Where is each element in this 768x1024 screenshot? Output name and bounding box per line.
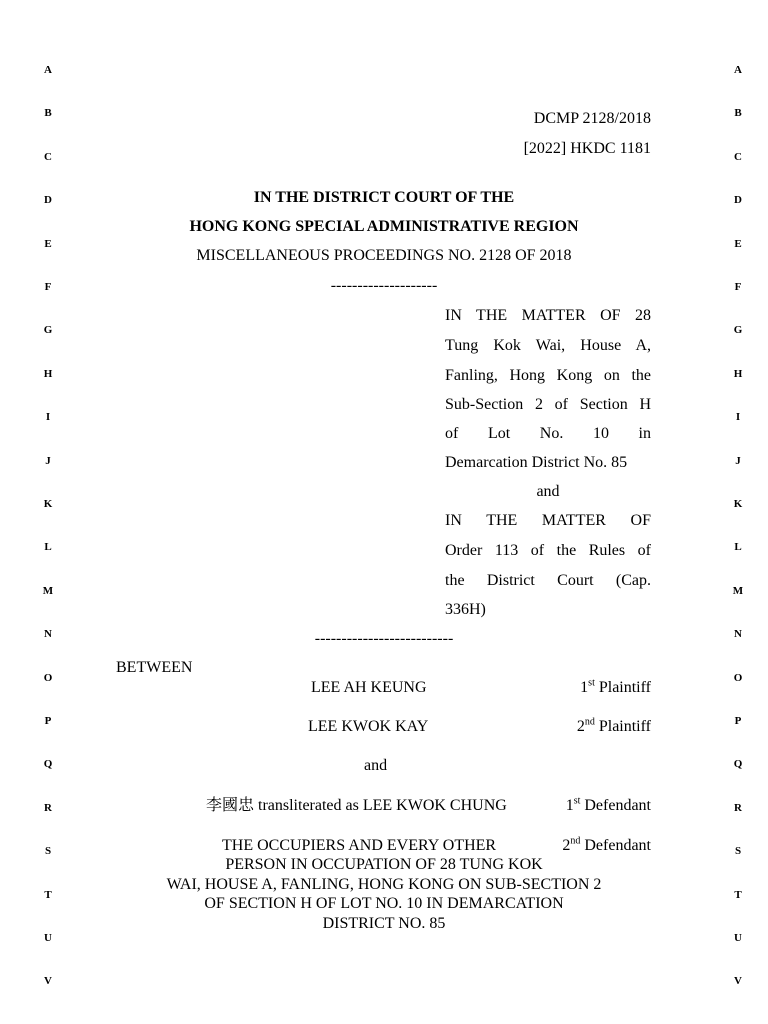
margin-letter: D: [44, 194, 52, 207]
margin-letter: G: [733, 324, 743, 337]
margin-letter: S: [44, 845, 52, 858]
margin-letter: C: [734, 150, 742, 163]
defendant2-name-line: DISTRICT NO. 85: [322, 915, 446, 932]
margin-letter: C: [44, 150, 52, 163]
defendant1-role: 1st Defendant: [565, 795, 651, 814]
margin-letter: E: [734, 237, 742, 250]
matter-line: of Lot No. 10 in: [445, 425, 651, 442]
margin-letter: A: [44, 64, 52, 76]
margin-letter: V: [44, 975, 52, 988]
matter-line: the District Court (Cap.: [445, 572, 651, 589]
margin-letter: A: [734, 64, 742, 76]
margin-letter: O: [43, 671, 53, 684]
matter-line: Demarcation District No. 85: [445, 454, 628, 471]
margin-letter: V: [734, 975, 742, 988]
margin-letter: N: [44, 628, 52, 641]
matter-line: IN THE MATTER OF 28: [445, 307, 651, 324]
margin-letter: F: [734, 281, 742, 293]
margin-letter: O: [733, 671, 743, 684]
margin-letter: S: [734, 845, 742, 858]
margin-letter: U: [44, 932, 52, 944]
separator-rule-1: --------------------: [330, 277, 438, 294]
margin-letter: H: [733, 367, 743, 380]
defendant1-name: 李國忠 transliterated as LEE KWOK CHUNG: [206, 797, 507, 814]
margin-letter: D: [734, 194, 742, 207]
margin-letter: R: [44, 801, 52, 814]
between-label: BETWEEN: [116, 659, 193, 676]
plaintiff1-name: LEE AH KEUNG: [311, 679, 427, 696]
margin-letter: G: [43, 324, 53, 337]
margin-letter: L: [44, 541, 52, 554]
defendant2-name-line: THE OCCUPIERS AND EVERY OTHER: [222, 837, 497, 854]
margin-letter: J: [735, 454, 741, 467]
margin-letter: K: [733, 498, 743, 510]
plaintiff2-name: LEE KWOK KAY: [308, 718, 429, 735]
margin-letter: K: [43, 498, 53, 510]
proceedings-number: MISCELLANEOUS PROCEEDINGS NO. 2128 OF 2018: [196, 247, 572, 264]
defendant2-role: 2nd Defendant: [562, 835, 651, 854]
plaintiff1-role: 1st Plaintiff: [580, 677, 651, 696]
defendant2-name-line: PERSON IN OCCUPATION OF 28 TUNG KOK: [225, 856, 543, 873]
margin-letter: M: [732, 584, 744, 597]
matter-line: 336H): [445, 601, 486, 618]
margin-letter: U: [734, 932, 742, 944]
matter-line: Fanling, Hong Kong on the: [445, 367, 651, 384]
defendant2-name-line: WAI, HOUSE A, FANLING, HONG KONG ON SUB-SECTION 2: [166, 876, 602, 893]
margin-letter: R: [734, 801, 742, 814]
matter-line: Tung Kok Wai, House A,: [445, 337, 651, 354]
matter-line: Sub-Section 2 of Section H: [445, 396, 651, 413]
matter-and: and: [536, 483, 560, 500]
plaintiff2-role: 2nd Plaintiff: [576, 716, 651, 735]
margin-letter: I: [45, 411, 51, 424]
margin-letter: P: [734, 715, 742, 727]
margin-letter: I: [735, 411, 741, 424]
margin-letter: B: [734, 107, 742, 120]
margin-letter: N: [734, 628, 742, 641]
margin-letter: L: [734, 541, 742, 554]
matter-line: Order 113 of the Rules of: [445, 542, 651, 559]
margin-letter: E: [44, 237, 52, 250]
margin-letter: Q: [43, 758, 53, 771]
matter-line: IN THE MATTER OF: [445, 512, 651, 529]
margin-letter: J: [45, 454, 51, 467]
margin-letter: M: [42, 584, 54, 597]
margin-letter: Q: [733, 758, 743, 771]
margin-letter: B: [44, 107, 52, 120]
margin-letter: F: [44, 281, 52, 293]
margin-letter: T: [734, 888, 742, 901]
margin-letter: H: [43, 367, 53, 380]
court-title-line2: HONG KONG SPECIAL ADMINISTRATIVE REGION: [189, 218, 579, 235]
margin-letter: P: [44, 715, 52, 727]
citation: [2022] HKDC 1181: [523, 140, 651, 157]
defendant2-name-line: OF SECTION H OF LOT NO. 10 IN DEMARCATION: [204, 895, 564, 912]
case-number: DCMP 2128/2018: [533, 110, 651, 127]
parties-and: and: [364, 757, 388, 774]
court-title-line1: IN THE DISTRICT COURT OF THE: [253, 189, 515, 206]
separator-rule-2: --------------------------: [314, 630, 454, 647]
margin-letter: T: [44, 888, 52, 901]
